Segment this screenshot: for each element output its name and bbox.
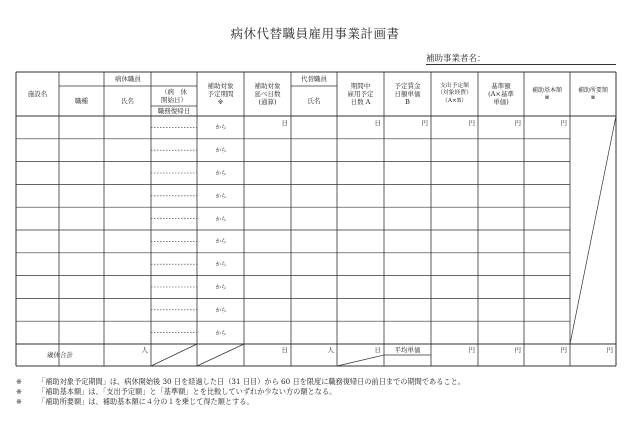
header-name: 氏名 bbox=[121, 96, 134, 105]
header-sub-staff: 代替職員 bbox=[301, 74, 327, 83]
total-unit-employ-days: 日 bbox=[374, 346, 381, 354]
period-from-label: から bbox=[215, 330, 227, 337]
note-1 bbox=[16, 377, 465, 387]
note-1-text: 「補助対象予定期間」は、病休開始後 30 日を経過した日（31 日目）から 60 日を限度に職務復帰日の前日までの期間であること。 bbox=[38, 377, 465, 386]
unit-subsidy-days: 日 bbox=[281, 119, 288, 127]
unit-standard: 円 bbox=[514, 119, 521, 127]
unit-employ-days: 日 bbox=[374, 119, 381, 127]
note-2-mark: ※ bbox=[16, 387, 23, 396]
unit-payment: 円 bbox=[468, 119, 475, 127]
total-unit-subsidy-base: 円 bbox=[560, 346, 567, 354]
header-payment: 支出予定額 （対象経費） （A×B） bbox=[437, 83, 472, 104]
header-subsidy-base: 補助基本額 ※ bbox=[531, 86, 562, 101]
period-from-label: から bbox=[215, 148, 227, 155]
recipient-label: 補助事業者名： bbox=[426, 54, 486, 64]
header-facility: 施設名 bbox=[27, 89, 48, 98]
diagonal-strike bbox=[337, 355, 384, 366]
total-unit-standard: 円 bbox=[514, 346, 521, 354]
header-subsidy-days: 補助対象 延べ日数 (通算) bbox=[254, 81, 281, 107]
header-employ-days: 期間中 雇用予定 日数 A bbox=[347, 81, 374, 107]
period-from-label: から bbox=[215, 285, 227, 291]
period-from-label: から bbox=[215, 125, 227, 132]
total-unit-person: 人 bbox=[141, 346, 148, 354]
unit-subsidy-base: 円 bbox=[560, 119, 567, 127]
note-3-text: 「補助所要額」は、補助基本額に４分の１を乗じて得た額とする。 bbox=[38, 397, 254, 406]
header-job-type: 職種 bbox=[75, 96, 88, 105]
note-3 bbox=[16, 397, 254, 407]
page-title: 病休代替職員雇用事業計画書 bbox=[230, 26, 400, 41]
unit-daily-wage: 円 bbox=[421, 119, 428, 127]
header-sub-name: 氏名 bbox=[307, 96, 321, 105]
note-2 bbox=[16, 387, 336, 397]
period-from-label: から bbox=[215, 239, 227, 246]
header-sick-start: （病 休 開始日） bbox=[161, 87, 187, 104]
total-unit-sub-person: 人 bbox=[327, 346, 334, 354]
period-from-label: から bbox=[215, 216, 227, 223]
header-sick-staff: 病休職員 bbox=[115, 74, 141, 83]
total-unit-subsidy-required: 円 bbox=[606, 346, 613, 354]
diagonal-strike bbox=[570, 116, 616, 344]
diagonal-strike bbox=[151, 344, 197, 366]
note-3-mark: ※ bbox=[16, 397, 23, 406]
period-from-label: から bbox=[215, 171, 227, 177]
diagonal-strike bbox=[197, 344, 244, 366]
header-daily-wage: 予定賃金 日額単価 B bbox=[394, 81, 421, 107]
total-unit-days: 日 bbox=[281, 346, 288, 354]
period-from-label: から bbox=[215, 262, 227, 269]
note-1-mark: ※ bbox=[16, 377, 23, 386]
header-standard: 基準額 (A×基準 単価) bbox=[488, 81, 514, 107]
period-from-label: から bbox=[215, 307, 227, 314]
header-return-date: 職務復帰日 bbox=[157, 106, 191, 115]
total-avg-unit-price: 平均単価 bbox=[394, 345, 421, 354]
header-subsidy-required: 補助所要額 ※ bbox=[577, 86, 608, 101]
total-unit-payment: 円 bbox=[468, 346, 475, 354]
total-label: 歳休合計 bbox=[47, 350, 73, 359]
note-2-text: 「補助基本額」は、「支出予定額」と「基準額」とを比較していずれか少ない方の額となる。 bbox=[38, 387, 337, 396]
period-from-label: から bbox=[215, 193, 227, 200]
header-subsidy-period: 補助対象 予定期間 ※ bbox=[207, 81, 234, 107]
